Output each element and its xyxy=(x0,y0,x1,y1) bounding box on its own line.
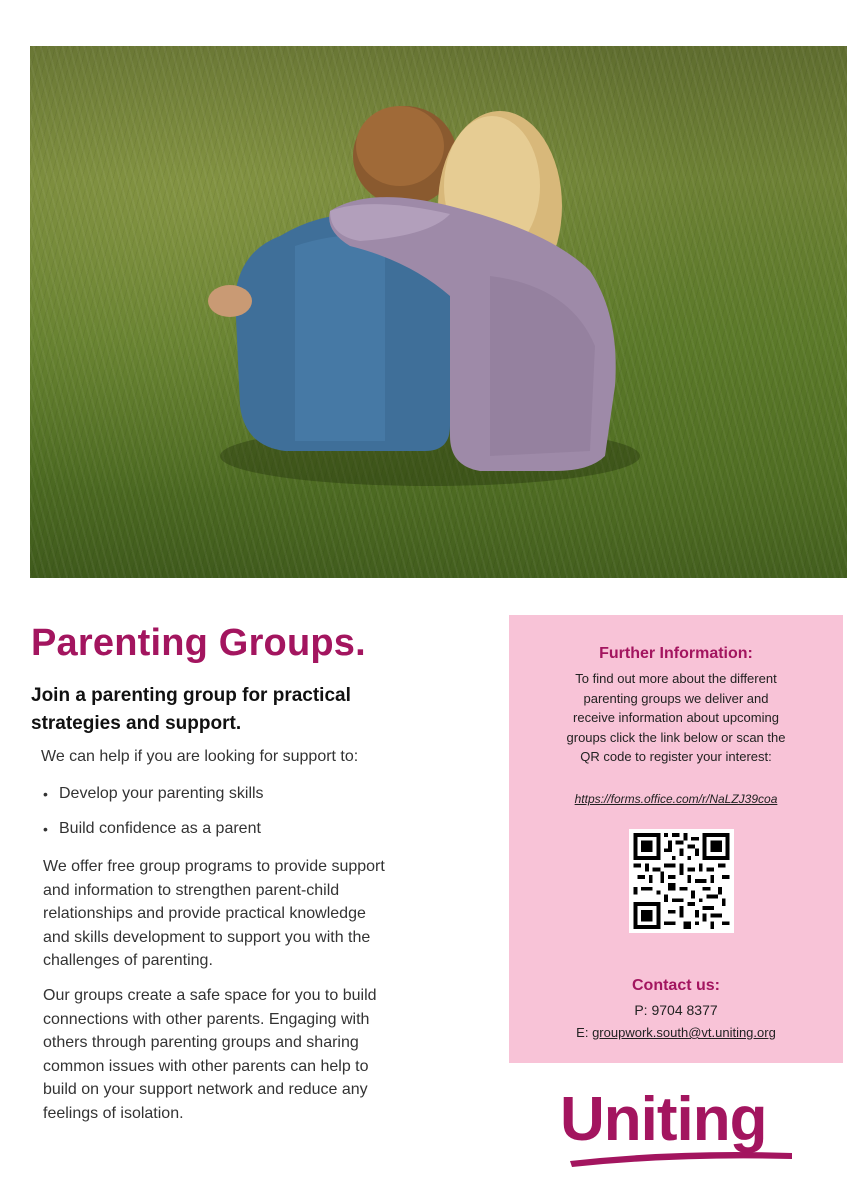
info-heading: Further Information: xyxy=(599,645,753,662)
paragraph-line: common issues with other parents can help to xyxy=(43,1057,369,1075)
qr-code-icon[interactable] xyxy=(629,829,734,933)
info-text-line: groups click the link below or scan the xyxy=(566,729,786,745)
email-prefix: E: xyxy=(576,1025,593,1040)
hero-photo xyxy=(30,46,847,578)
paragraph-line: and skills development to support you with the xyxy=(43,928,371,946)
list-item-text: Develop your parenting skills xyxy=(59,785,264,802)
contact-email xyxy=(509,1025,843,1040)
info-text-line: To find out more about the different xyxy=(575,671,777,686)
uniting-logo xyxy=(560,1085,800,1175)
subtitle xyxy=(31,682,451,738)
paragraph-line: connections with other parents. Engaging with xyxy=(43,1010,370,1028)
bullet-list xyxy=(43,784,264,854)
page-title: Parenting Groups. xyxy=(31,622,366,664)
subtitle-line: strategies and support. xyxy=(31,713,242,734)
paragraph-line: others through parenting groups and sharing xyxy=(43,1034,359,1051)
register-link[interactable]: https://forms.office.com/r/NaLZJ39coa xyxy=(574,792,778,806)
info-box xyxy=(509,615,843,1063)
children-illustration xyxy=(30,46,847,578)
paragraph-line: feelings of isolation. xyxy=(43,1104,184,1122)
info-text-line: receive information about upcoming xyxy=(573,710,779,725)
email-link[interactable]: groupwork.south@vt.uniting.org xyxy=(592,1025,776,1040)
paragraph-line: relationships and provide practical knowledge xyxy=(43,905,366,922)
paragraph-line: challenges of parenting. xyxy=(43,952,213,969)
info-text-line: QR code to register your interest: xyxy=(580,749,772,764)
bullet-icon: • xyxy=(43,786,48,802)
paragraph-line: build on your support network and reduce any xyxy=(43,1081,368,1098)
logo-text: Uniting xyxy=(560,1085,767,1154)
info-text xyxy=(539,669,813,767)
paragraph-line: and information to strengthen parent-child xyxy=(43,881,340,899)
list-item xyxy=(43,819,264,854)
subtitle-line: Join a parenting group for practical xyxy=(31,685,351,706)
bullet-icon: • xyxy=(43,821,48,837)
paragraph-safe-space xyxy=(43,984,433,1125)
paragraph-programs xyxy=(43,855,433,973)
contact-phone: P: 9704 8377 xyxy=(634,1002,718,1018)
logo-swoosh-icon xyxy=(568,1147,794,1169)
paragraph-line: We offer free group programs to provide support xyxy=(43,858,385,875)
intro-text: We can help if you are looking for support to: xyxy=(41,748,359,765)
list-item-text: Build confidence as a parent xyxy=(59,820,261,837)
info-text-line: parenting groups we deliver and xyxy=(583,690,769,706)
list-item xyxy=(43,784,264,819)
contact-heading: Contact us: xyxy=(632,977,720,994)
paragraph-line: Our groups create a safe space for you to build xyxy=(43,987,377,1004)
